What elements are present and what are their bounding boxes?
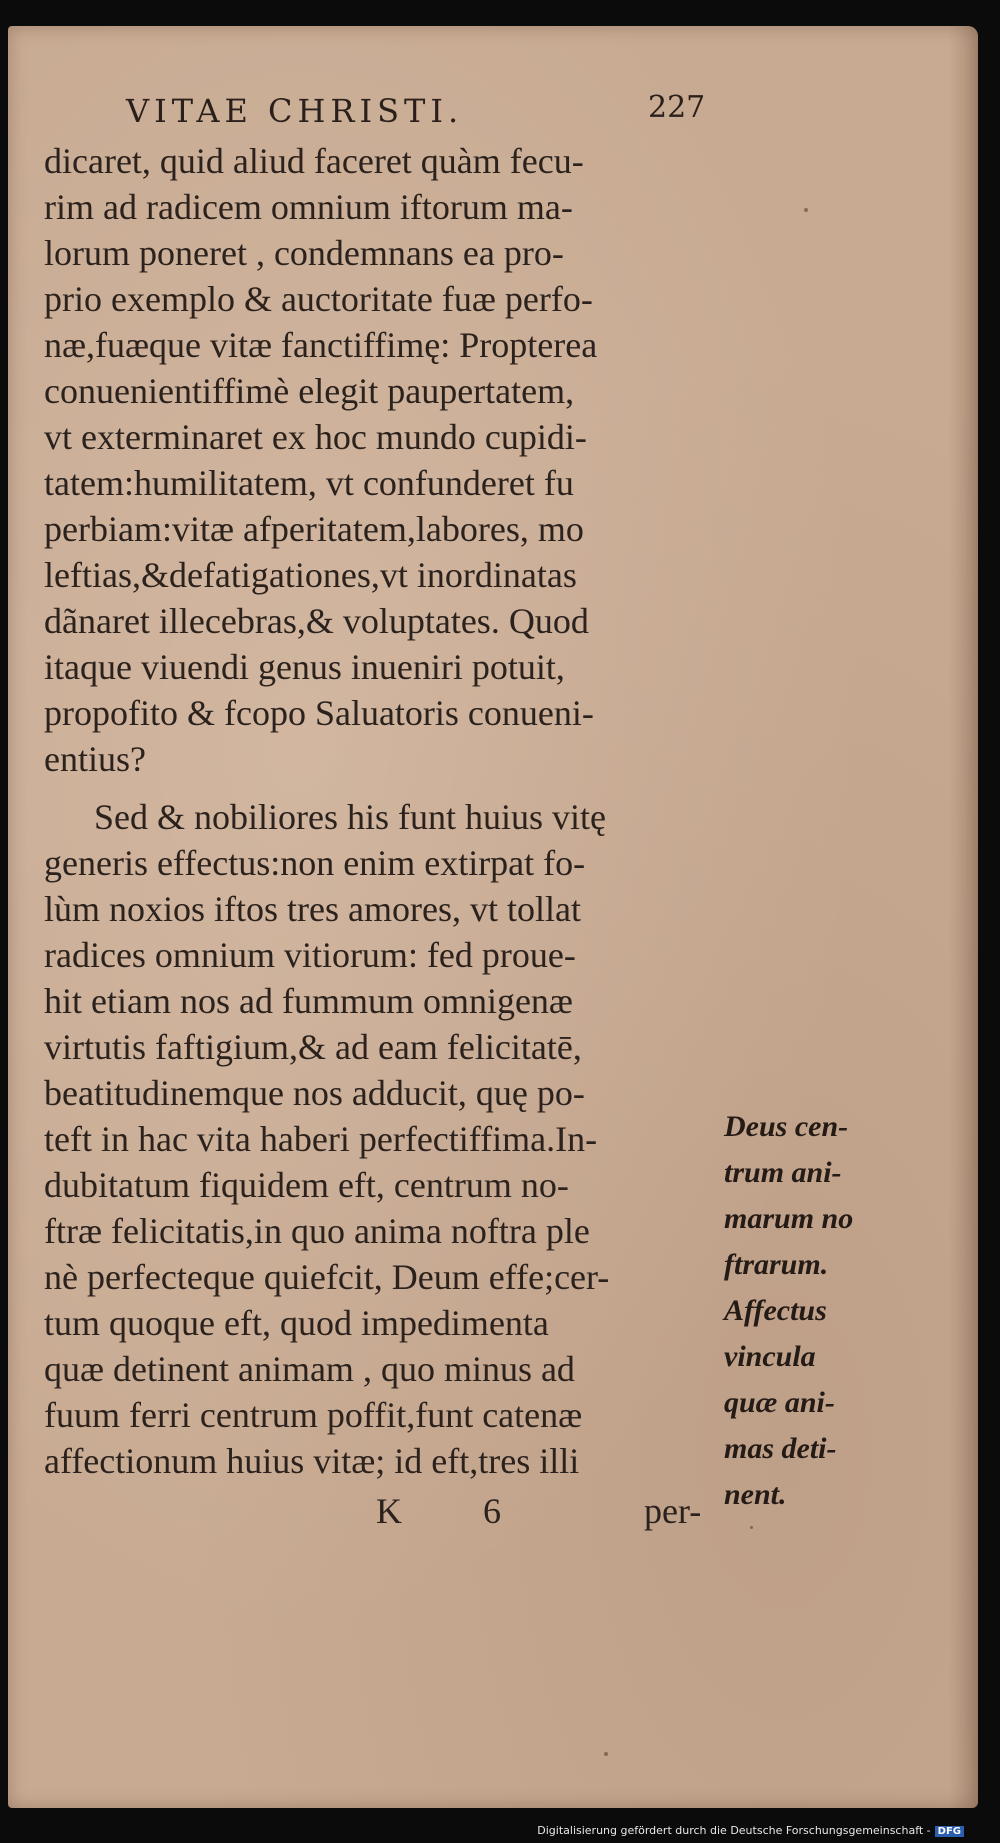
text-line: itaque viuendi genus inueniri potuit, — [44, 647, 565, 687]
text-line: nè perfecteque quiefcit, Deum effe;cer- — [44, 1257, 610, 1297]
text-line: ftræ felicitatis,in quo anima noftra ple — [44, 1211, 590, 1251]
text-line: entius? — [44, 739, 146, 779]
margin-note-line: mas deti- — [724, 1432, 837, 1465]
text-line: radices omnium vitiorum: fed proue- — [44, 935, 576, 975]
text-line: teft in hac vita haberi perfectiffima.In- — [44, 1119, 598, 1159]
text-line: generis effectus:non enim extirpat fo- — [44, 843, 586, 883]
margin-note-line: Affectus — [724, 1294, 827, 1327]
text-line: næ,fuæque vitæ fanctiffimę: Propterea — [44, 325, 598, 365]
text-line: vt exterminaret ex hoc mundo cupidi- — [44, 417, 587, 457]
text-line: tum quoque eft, quod impedimenta — [44, 1303, 549, 1343]
marginal-notes — [724, 1104, 904, 1518]
text-line: tatem:humilitatem, vt confunderet fu — [44, 463, 574, 503]
margin-note-line: nent. — [724, 1478, 787, 1511]
text-line: dicaret, quid aliud faceret quàm fecu- — [44, 141, 584, 181]
text-line: quæ detinent animam , quo minus ad — [44, 1349, 575, 1389]
text-line: leftias,&defatigationes,vt inordinatas — [44, 555, 577, 595]
margin-note-line: trum ani- — [724, 1156, 842, 1189]
dfg-logo: DFG — [935, 1826, 964, 1837]
text-line: hit etiam nos ad fummum omnigenæ — [44, 981, 573, 1021]
paper-speck — [804, 208, 808, 212]
text-line: fuum ferri centrum poffit,funt catenæ — [44, 1395, 583, 1435]
text-line: Sed & nobiliores his funt huius vitę — [94, 797, 606, 837]
margin-note-line: Deus cen- — [724, 1110, 849, 1143]
text-line: perbiam:vitæ afperitatem,labores, mo — [44, 509, 584, 549]
text-line: affectionum huius vitæ; id eft,tres illi — [44, 1441, 580, 1481]
text-line: rim ad radicem omnium iftorum ma- — [44, 187, 573, 227]
text-line: dãnaret illecebras,& voluptates. Quod — [44, 601, 589, 641]
text-line: conuenientiffimè elegit paupertatem, — [44, 371, 575, 411]
text-line: lorum poneret , condemnans ea pro- — [44, 233, 564, 273]
text-line: lùm noxios iftos tres amores, vt tollat — [44, 889, 581, 929]
signature-mark: K 6 — [376, 1491, 537, 1531]
page-number: 227 — [648, 90, 706, 125]
paper-speck — [750, 1526, 753, 1529]
paper-speck — [604, 1752, 608, 1756]
margin-note-line: marum no — [724, 1202, 854, 1235]
digitization-credit — [537, 1824, 964, 1837]
margin-note-line: quæ ani- — [724, 1386, 835, 1419]
text-line: virtutis faftigium,& ad eam felicitatē, — [44, 1027, 582, 1067]
running-head: VITAE CHRISTI. — [126, 92, 464, 130]
text-line: beatitudinemque nos adducit, quę po- — [44, 1073, 585, 1113]
text-line: dubitatum fiquidem eft, centrum no- — [44, 1165, 569, 1205]
paragraph-gap — [44, 782, 744, 794]
catchword: per- — [644, 1491, 702, 1531]
margin-note-line: ftrarum. — [724, 1248, 829, 1281]
text-line: prio exemplo & auctoritate fuæ perfo- — [44, 279, 593, 319]
page-edge-shadow — [948, 26, 978, 1808]
book-page — [8, 26, 978, 1808]
credit-text: Digitalisierung gefördert durch die Deutsche Forschungsgemeinschaft - — [537, 1824, 931, 1837]
body-text — [44, 138, 744, 1484]
margin-note-line: vincula — [724, 1340, 816, 1373]
text-line: propofito & fcopo Saluatoris conueni- — [44, 693, 594, 733]
